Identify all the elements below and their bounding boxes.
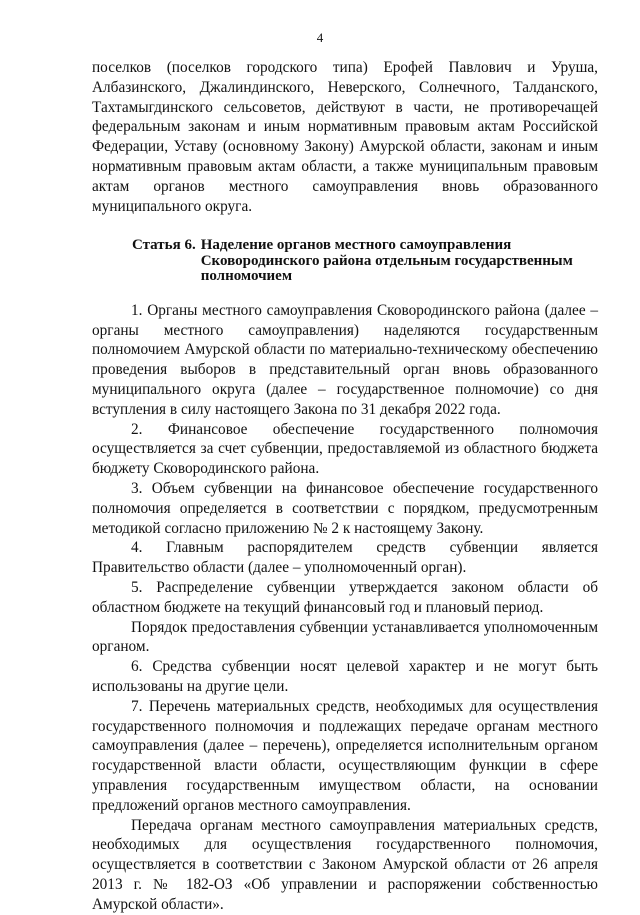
- article-number: Статья 6.: [132, 237, 196, 254]
- paragraph-6: 6. Средства субвенции носят целевой характер и не могут быть использованы на другие цели.: [92, 658, 598, 696]
- paragraph-3: 3. Объем субвенции на финансовое обеспечение государственного полномочия определяется в соответствии с порядком, предусмотренным методикой согласно приложению № 2 к настоящему Закону.: [92, 480, 598, 537]
- page-number: 4: [316, 30, 324, 45]
- article-heading: [132, 238, 598, 285]
- article-title: Наделение органов местного самоуправления Сковородинского района отдельным государственным полномочием: [200, 237, 573, 285]
- paragraph-7: 7. Перечень материальных средств, необходимых для осуществления государственного полномочия и подлежащих передаче органам местного самоуправления (далее – перечень), определяется исполнительным органом государственной власти области, осуществляющим функции в сфере управления государственным имуществом области, на основании предложений органов местного самоуправления.: [92, 697, 598, 814]
- paragraph-5: 5. Распределение субвенции утверждается законом области об областном бюджете на текущий финансовый год и плановый период.: [92, 579, 598, 616]
- paragraph-4: 4. Главным распорядителем средств субвенции является Правительство области (далее – уполномоченный орган).: [92, 539, 598, 577]
- intro-paragraph: поселков (поселков городского типа) Ерофей Павлович и Уруша, Албазинского, Джалиндинского, Неверского, Солнечного, Талданского, Тахтамыгдинского сельсоветов, действуют в части, не противоречащей федеральным законам и иным нормативным правовым актам Российской Федерации, Уставу (основному Закону) Амурской области, законам и иным нормативным правовым актам области, а также муниципальным правовым актам органов местного самоуправления вновь образованного муниципального округа.: [92, 59, 598, 215]
- document-body: [92, 58, 598, 915]
- paragraph-7-transfer: Передача органам местного самоуправления материальных средств, необходимых для осуществления государственного полномочия, осуществляется в соответствии с Законом Амурской области от 26 апреля 2013 г. № 182-ОЗ «Об управлении и распоряжении собственностью Амурской области».: [92, 816, 598, 913]
- paragraph-1: 1. Органы местного самоуправления Сковородинского района (далее – органы местного самоуправления) наделяются государственным полномочием Амурской области по материально-техническому обеспечению проведения выборов в представительный орган вновь образованного муниципального округа (далее – государственное полномочие) со дня вступления в силу настоящего Закона по 31 декабря 2022 года.: [92, 301, 598, 418]
- paragraph-5-subsidy-procedure: Порядок предоставления субвенции устанавливается уполномоченным органом.: [92, 618, 598, 656]
- paragraph-2: 2. Финансовое обеспечение государственного полномочия осуществляется за счет субвенции, предоставляемой из областного бюджета бюджету Сковородинского района.: [92, 420, 598, 478]
